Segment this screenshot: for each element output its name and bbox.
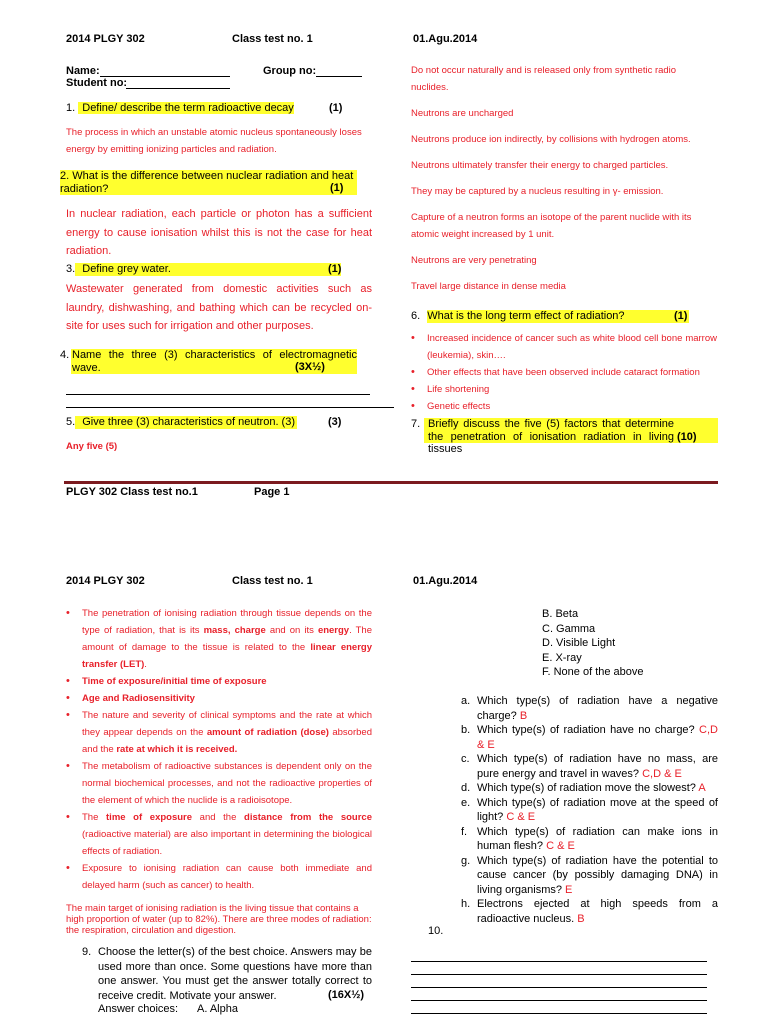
page2-header-test: Class test no. 1 bbox=[232, 575, 313, 587]
factor-text: . The amount of damage to the tissue is related to the bbox=[82, 625, 372, 653]
q3-marks: (1) bbox=[328, 263, 342, 275]
question-5 bbox=[66, 416, 295, 428]
sub-question-answer: E bbox=[565, 883, 573, 896]
sub-question bbox=[461, 854, 718, 898]
q3-text: Define grey water. bbox=[82, 263, 171, 275]
choice-item: F. None of the above bbox=[542, 666, 644, 678]
sub-question-text: Which type(s) of radiation can make ions in human flesh? bbox=[477, 825, 718, 852]
question-10: 10. bbox=[428, 925, 444, 937]
page1-header-date: 01.Agu.2014 bbox=[413, 33, 478, 45]
q10-answer-line-1[interactable] bbox=[411, 961, 707, 962]
sub-question-text: Which type(s) of radiation move at the speed of light? bbox=[477, 796, 718, 823]
group-field-line[interactable] bbox=[316, 76, 362, 77]
q1-answer: The process in which an unstable atomic nucleus spontaneously loses energy by emitting ionizing particles and radiation. bbox=[66, 127, 362, 155]
q1-number: 1. bbox=[66, 102, 76, 114]
sub-question bbox=[461, 897, 718, 926]
page2-header-course: 2014 PLGY 302 bbox=[66, 575, 145, 587]
neutron-answer-6: Capture of a neutron forms an isotope of the parent nuclide with its atomic weight increased by 1 unit. bbox=[411, 212, 692, 240]
factor-bullet bbox=[66, 809, 372, 860]
footer-rule bbox=[64, 481, 718, 484]
sub-question-answer: C,D & E bbox=[477, 724, 718, 751]
sub-question-list bbox=[461, 694, 718, 926]
factor-bold-text: Age and Radiosensitivity bbox=[82, 693, 195, 704]
q5-marks: (3) bbox=[328, 416, 342, 428]
question-2 bbox=[60, 170, 357, 195]
q6-answer-list bbox=[411, 330, 717, 415]
sub-question-text: Which type(s) of radiation move the slowest? bbox=[477, 782, 699, 794]
q6-bullet: • Genetic effects bbox=[411, 398, 717, 415]
q5-answer: Any five (5) bbox=[66, 441, 118, 452]
choice-item: C. Gamma bbox=[542, 622, 596, 635]
q6-marks: (1) bbox=[674, 310, 688, 322]
q7-answer-list bbox=[66, 605, 372, 894]
factor-text: The nature and severity of clinical symptoms and the rate at which they appear depends on the bbox=[82, 710, 372, 738]
page1-header-test: Class test no. 1 bbox=[232, 33, 313, 45]
sub-question-text: Which type(s) of radiation have a negative charge? bbox=[477, 695, 718, 722]
factor-text: The penetration of ionising radiation through tissue depends on the type of radiation, that is its bbox=[82, 608, 372, 636]
answer-choices-label: Answer choices: bbox=[98, 1003, 179, 1015]
neutron-answer-4: Neutrons ultimately transfer their energy to charged particles. bbox=[411, 160, 669, 171]
factor-bold-text: energy bbox=[317, 625, 350, 636]
factor-bold-text: mass, charge bbox=[203, 625, 266, 636]
page1-footer-title: PLGY 302 Class test no.1 bbox=[66, 486, 198, 498]
q10-answer-line-4[interactable] bbox=[411, 1000, 707, 1001]
page1-header-course: 2014 PLGY 302 bbox=[66, 33, 145, 45]
group-label: Group no: bbox=[263, 65, 317, 77]
sub-question-letter: e. bbox=[461, 796, 471, 809]
student-label: Student no: bbox=[66, 77, 128, 89]
q5-text: Give three (3) characteristics of neutron. (3) bbox=[82, 416, 295, 428]
name-label: Name: bbox=[66, 65, 100, 77]
answer-choices-list bbox=[542, 607, 644, 680]
q1-marks: (1) bbox=[329, 102, 343, 114]
sub-question-answer: B bbox=[577, 912, 585, 925]
choice-item: D. Visible Light bbox=[542, 637, 616, 649]
q9-number: 9. bbox=[82, 946, 92, 958]
sub-question-answer: A bbox=[698, 782, 706, 794]
factor-bullet bbox=[66, 707, 372, 758]
neutron-answer-8: Travel large distance in dense media bbox=[411, 281, 566, 292]
page1-footer-page: Page 1 bbox=[254, 486, 290, 498]
q4-answer-line-1[interactable] bbox=[66, 394, 370, 395]
sub-question-text: Which type(s) of radiation have no charge? bbox=[477, 724, 700, 736]
sub-question bbox=[461, 752, 718, 781]
factor-text: and the bbox=[192, 812, 245, 823]
q6-text: What is the long term effect of radiation? bbox=[427, 310, 625, 322]
student-field-line[interactable] bbox=[126, 88, 230, 89]
factor-bold-text: amount of radiation (dose) bbox=[206, 727, 329, 738]
factor-bullet bbox=[66, 690, 372, 707]
q10-answer-line-5[interactable] bbox=[411, 1013, 707, 1014]
q2-text: What is the difference between nuclear radiation and heat radiation? bbox=[60, 170, 354, 195]
sub-question-letter: f. bbox=[461, 825, 468, 838]
q6-bullet: • Life shortening bbox=[411, 381, 717, 398]
factor-bold-text: rate at which it is received. bbox=[116, 744, 238, 755]
choice-a: A. Alpha bbox=[197, 1003, 238, 1015]
factor-text: (radioactive material) are also important in determining the biological effects of radiation. bbox=[82, 829, 372, 857]
neutron-answer-5: They may be captured by a nucleus resulting in γ- emission. bbox=[411, 186, 664, 197]
q9-marks: (16X½) bbox=[328, 989, 365, 1001]
sub-question bbox=[461, 825, 718, 854]
page2-header-date: 01.Agu.2014 bbox=[413, 575, 478, 587]
factor-bullet bbox=[66, 860, 372, 894]
q2-answer: In nuclear radiation, each particle or photon has a sufficient energy to cause ionisation whilst this is not the case for heat radiation. bbox=[66, 208, 372, 257]
q4-answer-line-2[interactable] bbox=[66, 407, 394, 408]
question-7 bbox=[411, 418, 718, 456]
neutron-answer-3: Neutrons produce ion indirectly, by collisions with hydrogen atoms. bbox=[411, 134, 691, 145]
sub-question-answer: C,D & E bbox=[642, 767, 682, 780]
sub-question-answer: C & E bbox=[546, 840, 575, 852]
sub-question bbox=[461, 694, 718, 723]
q2-number: 2. bbox=[60, 170, 70, 182]
q4-text: Name the three (3) characteristics of electromagnetic wave. bbox=[72, 349, 357, 374]
question-1 bbox=[66, 102, 294, 114]
factor-bold-text: Time of exposure/initial time of exposure bbox=[82, 676, 267, 687]
question-3 bbox=[66, 263, 171, 275]
q4-marks: (3X½) bbox=[295, 361, 325, 373]
sub-question-text: Which type(s) of radiation have the potential to cause cancer (by possibly damaging DNA) in living organisms? bbox=[477, 854, 718, 896]
q7-number: 7. bbox=[411, 418, 421, 430]
sub-question-letter: d. bbox=[461, 782, 471, 794]
q1-text: Define/ describe the term radioactive decay bbox=[78, 102, 294, 114]
sub-question bbox=[461, 796, 718, 825]
question-6 bbox=[411, 310, 625, 322]
neutron-answer-2: Neutrons are uncharged bbox=[411, 108, 514, 119]
main-target-note: The main target of ionising radiation is the living tissue that contains a high proportion of water (up to 82%). There are three modes of radiation: the respiration, circulation and digestion. bbox=[66, 903, 372, 936]
q10-answer-line-3[interactable] bbox=[411, 987, 707, 988]
choice-item: E. X-ray bbox=[542, 651, 582, 664]
sub-question bbox=[461, 723, 718, 752]
factor-text: The metabolism of radioactive substances is dependent only on the normal biochemical processes, and not the radioactive properties of the element of which the nuclide is a radioisotope. bbox=[82, 761, 372, 806]
sub-question-letter: c. bbox=[461, 753, 470, 765]
sub-question-letter: b. bbox=[461, 724, 471, 736]
q2-marks: (1) bbox=[330, 182, 344, 194]
sub-question-letter: h. bbox=[461, 898, 471, 910]
q7-text: Briefly discuss the five (5) factors that determine the penetration of ionisation radiation in living tissues bbox=[428, 418, 674, 455]
neutron-answer-7: Neutrons are very penetrating bbox=[411, 255, 537, 266]
factor-bold-text: distance from the source bbox=[244, 812, 372, 823]
factor-text: and on its bbox=[265, 625, 318, 636]
sub-question bbox=[461, 781, 718, 796]
q5-number: 5. bbox=[66, 416, 76, 428]
factor-text: absorbed and the bbox=[82, 727, 372, 755]
q3-number: 3. bbox=[66, 263, 76, 275]
sub-question-letter: a. bbox=[461, 695, 471, 707]
factor-text: Exposure to ionising radiation can cause both immediate and delayed harm (such as cancer) to health. bbox=[82, 863, 372, 891]
q3-answer: Wastewater generated from domestic activities such as laundry, dishwashing, and bathing which can be recycled on-site for uses such for irrigation and other purposes. bbox=[66, 283, 372, 332]
q4-number: 4. bbox=[60, 349, 70, 361]
q6-bullet: • Increased incidence of cancer such as white blood cell bone marrow (leukemia), skin…. bbox=[411, 330, 717, 364]
factor-bold-text: time of exposure bbox=[106, 812, 193, 823]
sub-question-answer: C & E bbox=[506, 811, 536, 823]
factor-bullet bbox=[66, 673, 372, 690]
q10-answer-line-2[interactable] bbox=[411, 974, 707, 975]
factor-bullet bbox=[66, 758, 372, 809]
factor-bold-text: linear energy transfer (LET) bbox=[82, 642, 373, 670]
factor-text: The bbox=[82, 812, 107, 823]
choice-item: B. Beta bbox=[542, 608, 579, 620]
q6-bullet: • Other effects that have been observed include cataract formation bbox=[411, 364, 717, 381]
neutron-answer-1: Do not occur naturally and is released only from synthetic radio nuclides. bbox=[411, 65, 677, 93]
q7-marks: (10) bbox=[677, 431, 697, 443]
neutron-answers bbox=[411, 62, 711, 304]
q6-number: 6. bbox=[411, 310, 421, 322]
factor-text: . bbox=[144, 659, 147, 670]
sub-question-text: Electrons ejected at high speeds from a radioactive nucleus. bbox=[477, 898, 718, 925]
sub-question-letter: g. bbox=[461, 854, 471, 867]
q9-text: Choose the letter(s) of the best choice. Answers may be used more than once. Some questions have more than one answer. You must get the answer totally correct to receive credit. Motivate your answer. bbox=[98, 946, 372, 1002]
sub-question-answer: B bbox=[519, 709, 528, 722]
factor-bullet bbox=[66, 605, 372, 673]
sub-question-text: Which type(s) of radiation have no mass, are pure energy and travel in waves? bbox=[477, 753, 718, 780]
